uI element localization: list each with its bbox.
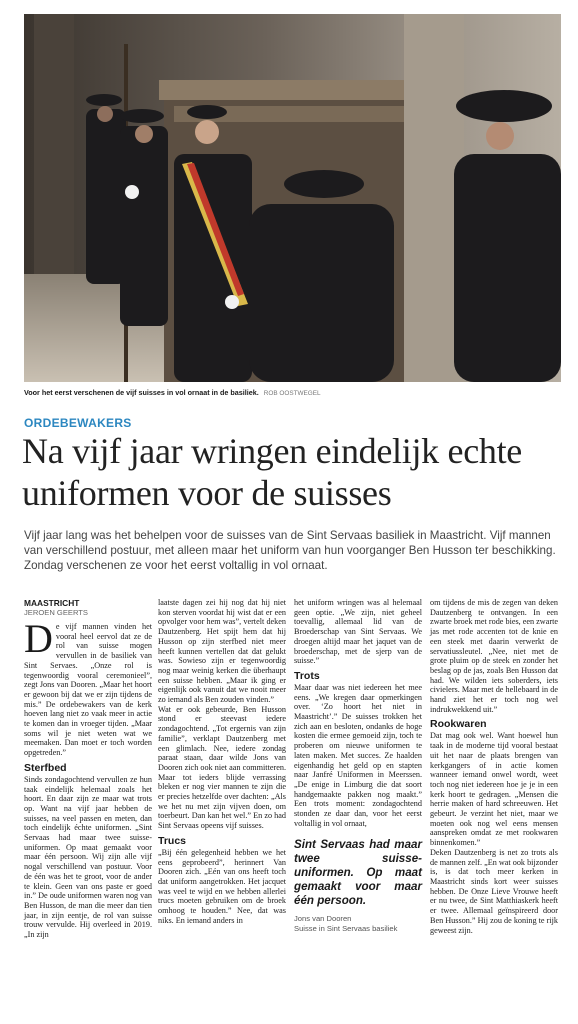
photo-caption [24,388,564,399]
subheading: Rookwaren [430,718,487,731]
article-paragraph: Deken Dautzenberg is net zo trots als de mannen zelf. „En wat ook bijzonder is, is dat toch meer kerken in Maastricht sinds kort weer suisses hebben. De Onze Lieve Vrouwe heeft er nu twee, de Sint Matthiaskerk heeft er twee. Allemaal geïnspireerd door Ben Husson.” Hij zou de koning te rijk geweest zijn. [430,847,558,935]
paragraph-text: e vijf mannen vinden het vooral heel eervol dat ze de rol van suisse mogen vervullen in de basiliek van Sint Servaes. „Onze rol is tegenwoordig vooral ceremonieel”, zegt Jons van Dooren. „Maar het hoort er gewoon bij dat we er zijn tijdens de mis.” De ordebewakers van de kerk hoeven lang niet zo vaak meer in actie te komen dan in vroeger tijden. „Maar soms wil je niet weten wat we meemaken. Dan moet er toch worden opgetreden.” [24,622,152,758]
article-intro: Vijf jaar lang was het behelpen voor de suisses van de Sint Servaas basiliek in Maastricht. Vijf mannen van verschillend postuur, met alleen maar het uniform van hun voorganger Ben Husson ter beschikking. Zondag verschenen ze voor het eerst voltallig in vol ornaat. [24,529,556,572]
article-headline: Na vijf jaar wringen eindelijk echte uniformen voor de suisses [22,431,522,513]
article-paragraph: laatste dagen zei hij nog dat hij niet kon sterven voordat hij wist dat er een opvolger voor hem was”, vertelt deken Dautzenberg. Het spijt hem dat hij Husson op zijn sterfbed niet meer heeft kunnen vertellen dat dat gelukt was. Sowieso zijn er tegenwoordig nog maar weinig kerken die überhaupt een suisse hebben. „Maar ik ging er eigenlijk ook vanuit dat we nooit meer zo iemand als Ben zouden vinden.” [158,598,286,705]
article-paragraph: om tijdens de mis de zegen van deken Dautzenberg te ontvangen. In een zwarte broek met rode bies, een zwarte jas met rode accenten tot de knie en een steek met daarin verwerkt de servatiussleutel. „Nee, niet met de grote pluim op de steek en zonder het beslag op de jas, zoals Ben Husson dat had. We wilden iets soberders, iets civielers. Maar met de hellebaard in de hand ziet het er toch nog wel indrukwekkend uit.” [430,598,558,714]
article-paragraph: Sinds zondagochtend vervullen ze hun taak eindelijk helemaal zoals het hoort. En daar zijn ze maar wat trots op. Want na vijf jaar hebben de suisses, na veel passen en meten, dan toch eindelijk échte uniformen. „Sint Servaas had maar twee suisse-uniformen. Op maat gemaakt voor maar één persoon. Wij zijn alle vijf nogal verschillend van postuur. Voor de één was het te groot, voor de ander te klein. Geen van ons paste er goed in.” De oude uniformen waren nog van Ben Husson, de man die meer dan tien jaar, in zijn eentje, de rol van suisse trouw vervulde. Hij overleed in 2019. „In zijn [24,774,153,940]
suisses-photo-illustration [24,14,561,382]
subheading: Sterfbed [24,761,67,774]
article-column-2 [158,598,286,926]
byline: JEROEN GEERTS [24,608,88,617]
quote-attribution [294,914,422,933]
article-column-1 [24,598,152,940]
section-kicker: ORDEBEWAKERS [24,416,132,430]
dateline: MAASTRICHT [24,598,80,608]
drop-cap: D [24,616,53,661]
subheading: Trucs [158,834,187,847]
pull-quote: Sint Servaas had maar twee suisse-uniformen. Op maat gemaakt voor maar één persoon. [294,838,422,908]
article-paragraph: Maar daar was niet iedereen het mee eens. „We kregen daar opmerkingen over. ‘Zo hoort het niet in Maastricht’.” De suisses trokken het zich aan en besloten, ondanks de hoge kosten die ermee gemoeid zijn, toch te proberen om nieuwe uniformen te laten maken. Met succes. Ze haalden eigenhandig het geld op en stapten naar Janfré Uniformen in Meerssen. „De enige in Limburg die dat soort handgemaakte pakken nog maakt.” Een trots moment: zondagochtend stonden ze daar dan, voor het eerst voltallig in vol ornaat, [294,682,422,828]
article-paragraph [24,616,152,758]
quote-name: Jons van Dooren [294,914,352,924]
article-paragraph: het uniform wringen was al helemaal geen optie. „We zijn, niet geheel toevallig, allemaal lid van de Broederschap van Sint Servaas. We droegen altijd maar het jaquet van de broederschap, met de sjerp van de suisse.” [294,598,422,666]
subheading: Trots [294,669,320,682]
article-paragraph: Dat mag ook wel. Want hoewel hun taak in de moderne tijd vooral bestaat uit het naar de plaats brengen van kerkgangers of in actie komen wanneer iemand onwel wordt, weet toch nog niet iedereen hoe je je in een kerk hoort te gedragen. „Mensen die herrie maken of hard schreeuwen. Het gebeurt. Je verzint het niet, maar we moeten ook nog wel eens mensen aanspreken omdat ze met rookwaren binnenkomen.” [430,731,558,848]
article-column-4 [430,598,558,935]
quote-role: Suisse in Sint Servaas basiliek [294,923,398,933]
caption-text: Voor het eerst verschenen de vijf suisses in vol ornaat in de basiliek. [24,388,259,397]
article-column-3 [294,598,422,933]
article-paragraph: Wat er ook gebeurde, Ben Husson stond er steevast iedere zondagochtend. „Tot ergernis van zijn familie”, verklapt Dautzenberg met een glimlach. Nee, iedere zondag paraat staan, daar wilde Jons van Dooren zich ook niet aan committeren. Maar tot ieders blijde verrassing bleken er nog vier mannen te zijn die er precies hetzelfde over dachten: „Als we het nu met zijn vijven doen, om toerbeurt. Dan kan het wel.” En zo had Sint Servaas opeens vijf suisses. [158,704,286,831]
article-paragraph: „Bij één gelegenheid hebben we het eens geprobeerd”, herinnert Van Dooren zich. „Eén van ons heeft toch dat uniform aangetrokken. Het jacquet was veel te wijd en we hebben allerlei trucs moeten gebruiken om de broek omhoog te houden.” Nee, dat was niks. En iemand anders in [158,847,286,925]
photo-credit: ROB OOSTWEGEL [263,390,321,397]
article-photo [24,14,561,382]
